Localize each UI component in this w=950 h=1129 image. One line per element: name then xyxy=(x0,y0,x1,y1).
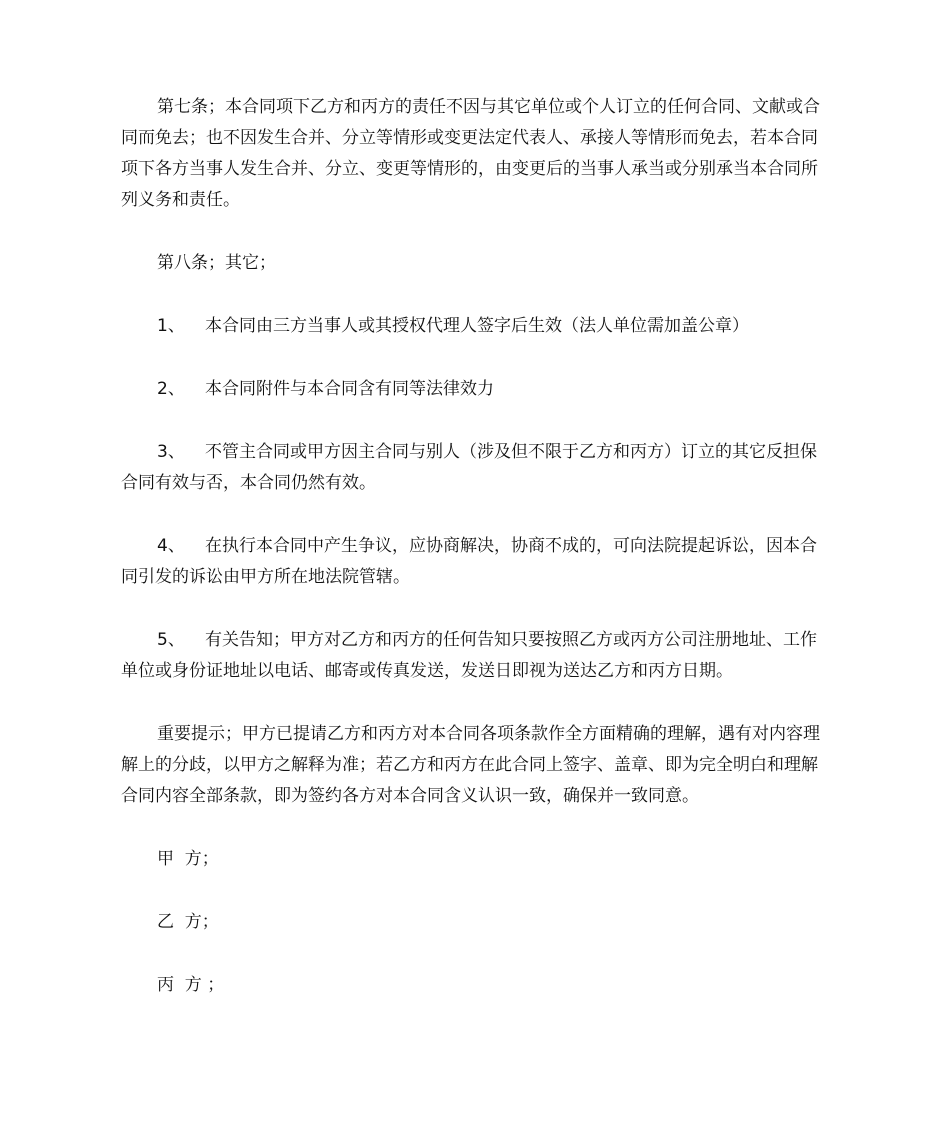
list-item-number: 5、 xyxy=(157,630,185,650)
list-item-number: 2、 xyxy=(157,379,185,399)
signature-party-a: 甲 方； xyxy=(157,849,219,869)
list-item-number: 1、 xyxy=(157,316,185,336)
spacer xyxy=(121,875,833,907)
list-item-text: 不管主合同或甲方因主合同与别人（涉及但不限于乙方和丙方）订立的其它反担保合同有效与否，本合同仍然有效。 xyxy=(121,442,817,493)
article-8-heading: 第八条；其它； xyxy=(157,253,276,273)
list-item-number: 3、 xyxy=(157,442,185,462)
spacer xyxy=(121,405,833,437)
list-item-text: 本合同附件与本合同含有同等法律效力 xyxy=(205,379,494,399)
list-item-text: 有关告知；甲方对乙方和丙方的任何告知只要按照乙方或丙方公司注册地址、工作单位或身份证地址以电话、邮寄或传真发送，发送日即视为送达乙方和丙方日期。 xyxy=(121,630,817,681)
list-item xyxy=(121,437,833,499)
article-7-paragraph: 第七条；本合同项下乙方和丙方的责任不因与其它单位或个人订立的任何合同、文献或合同而免去；也不因发生合并、分立等情形或变更法定代表人、承接人等情形而免去，若本合同项下各方当事人发生合并、分立、变更等情形的，由变更后的当事人承当或分别承当本合同所列义务和责任。 xyxy=(121,97,820,210)
spacer xyxy=(121,938,833,970)
spacer xyxy=(121,687,833,719)
spacer xyxy=(121,216,833,248)
list-item xyxy=(121,311,833,342)
signature-party-c: 丙 方 ； xyxy=(157,975,225,995)
spacer xyxy=(121,812,833,844)
list-item-text: 在执行本合同中产生争议，应协商解决，协商不成的，可向法院提起诉讼，因本合同引发的诉讼由甲方所在地法院管辖。 xyxy=(121,536,817,587)
list-item xyxy=(121,374,833,405)
list-item-text: 本合同由三方当事人或其授权代理人签字后生效（法人单位需加盖公章） xyxy=(205,316,749,336)
important-notice: 重要提示；甲方已提请乙方和丙方对本合同各项条款作全方面精确的理解，遇有对内容理解上的分歧，以甲方之解释为准；若乙方和丙方在此合同上签字、盖章、即为完全明白和理解合同内容全部条款，即为签约各方对本合同含义认识一致，确保并一致同意。 xyxy=(121,724,820,806)
spacer xyxy=(121,499,833,531)
signature-party-b: 乙 方； xyxy=(157,912,219,932)
list-item-number: 4、 xyxy=(157,536,185,556)
list-item xyxy=(121,625,833,687)
spacer xyxy=(121,593,833,625)
list-item xyxy=(121,531,833,593)
spacer xyxy=(121,279,833,311)
document-page xyxy=(121,92,833,1001)
spacer xyxy=(121,342,833,374)
